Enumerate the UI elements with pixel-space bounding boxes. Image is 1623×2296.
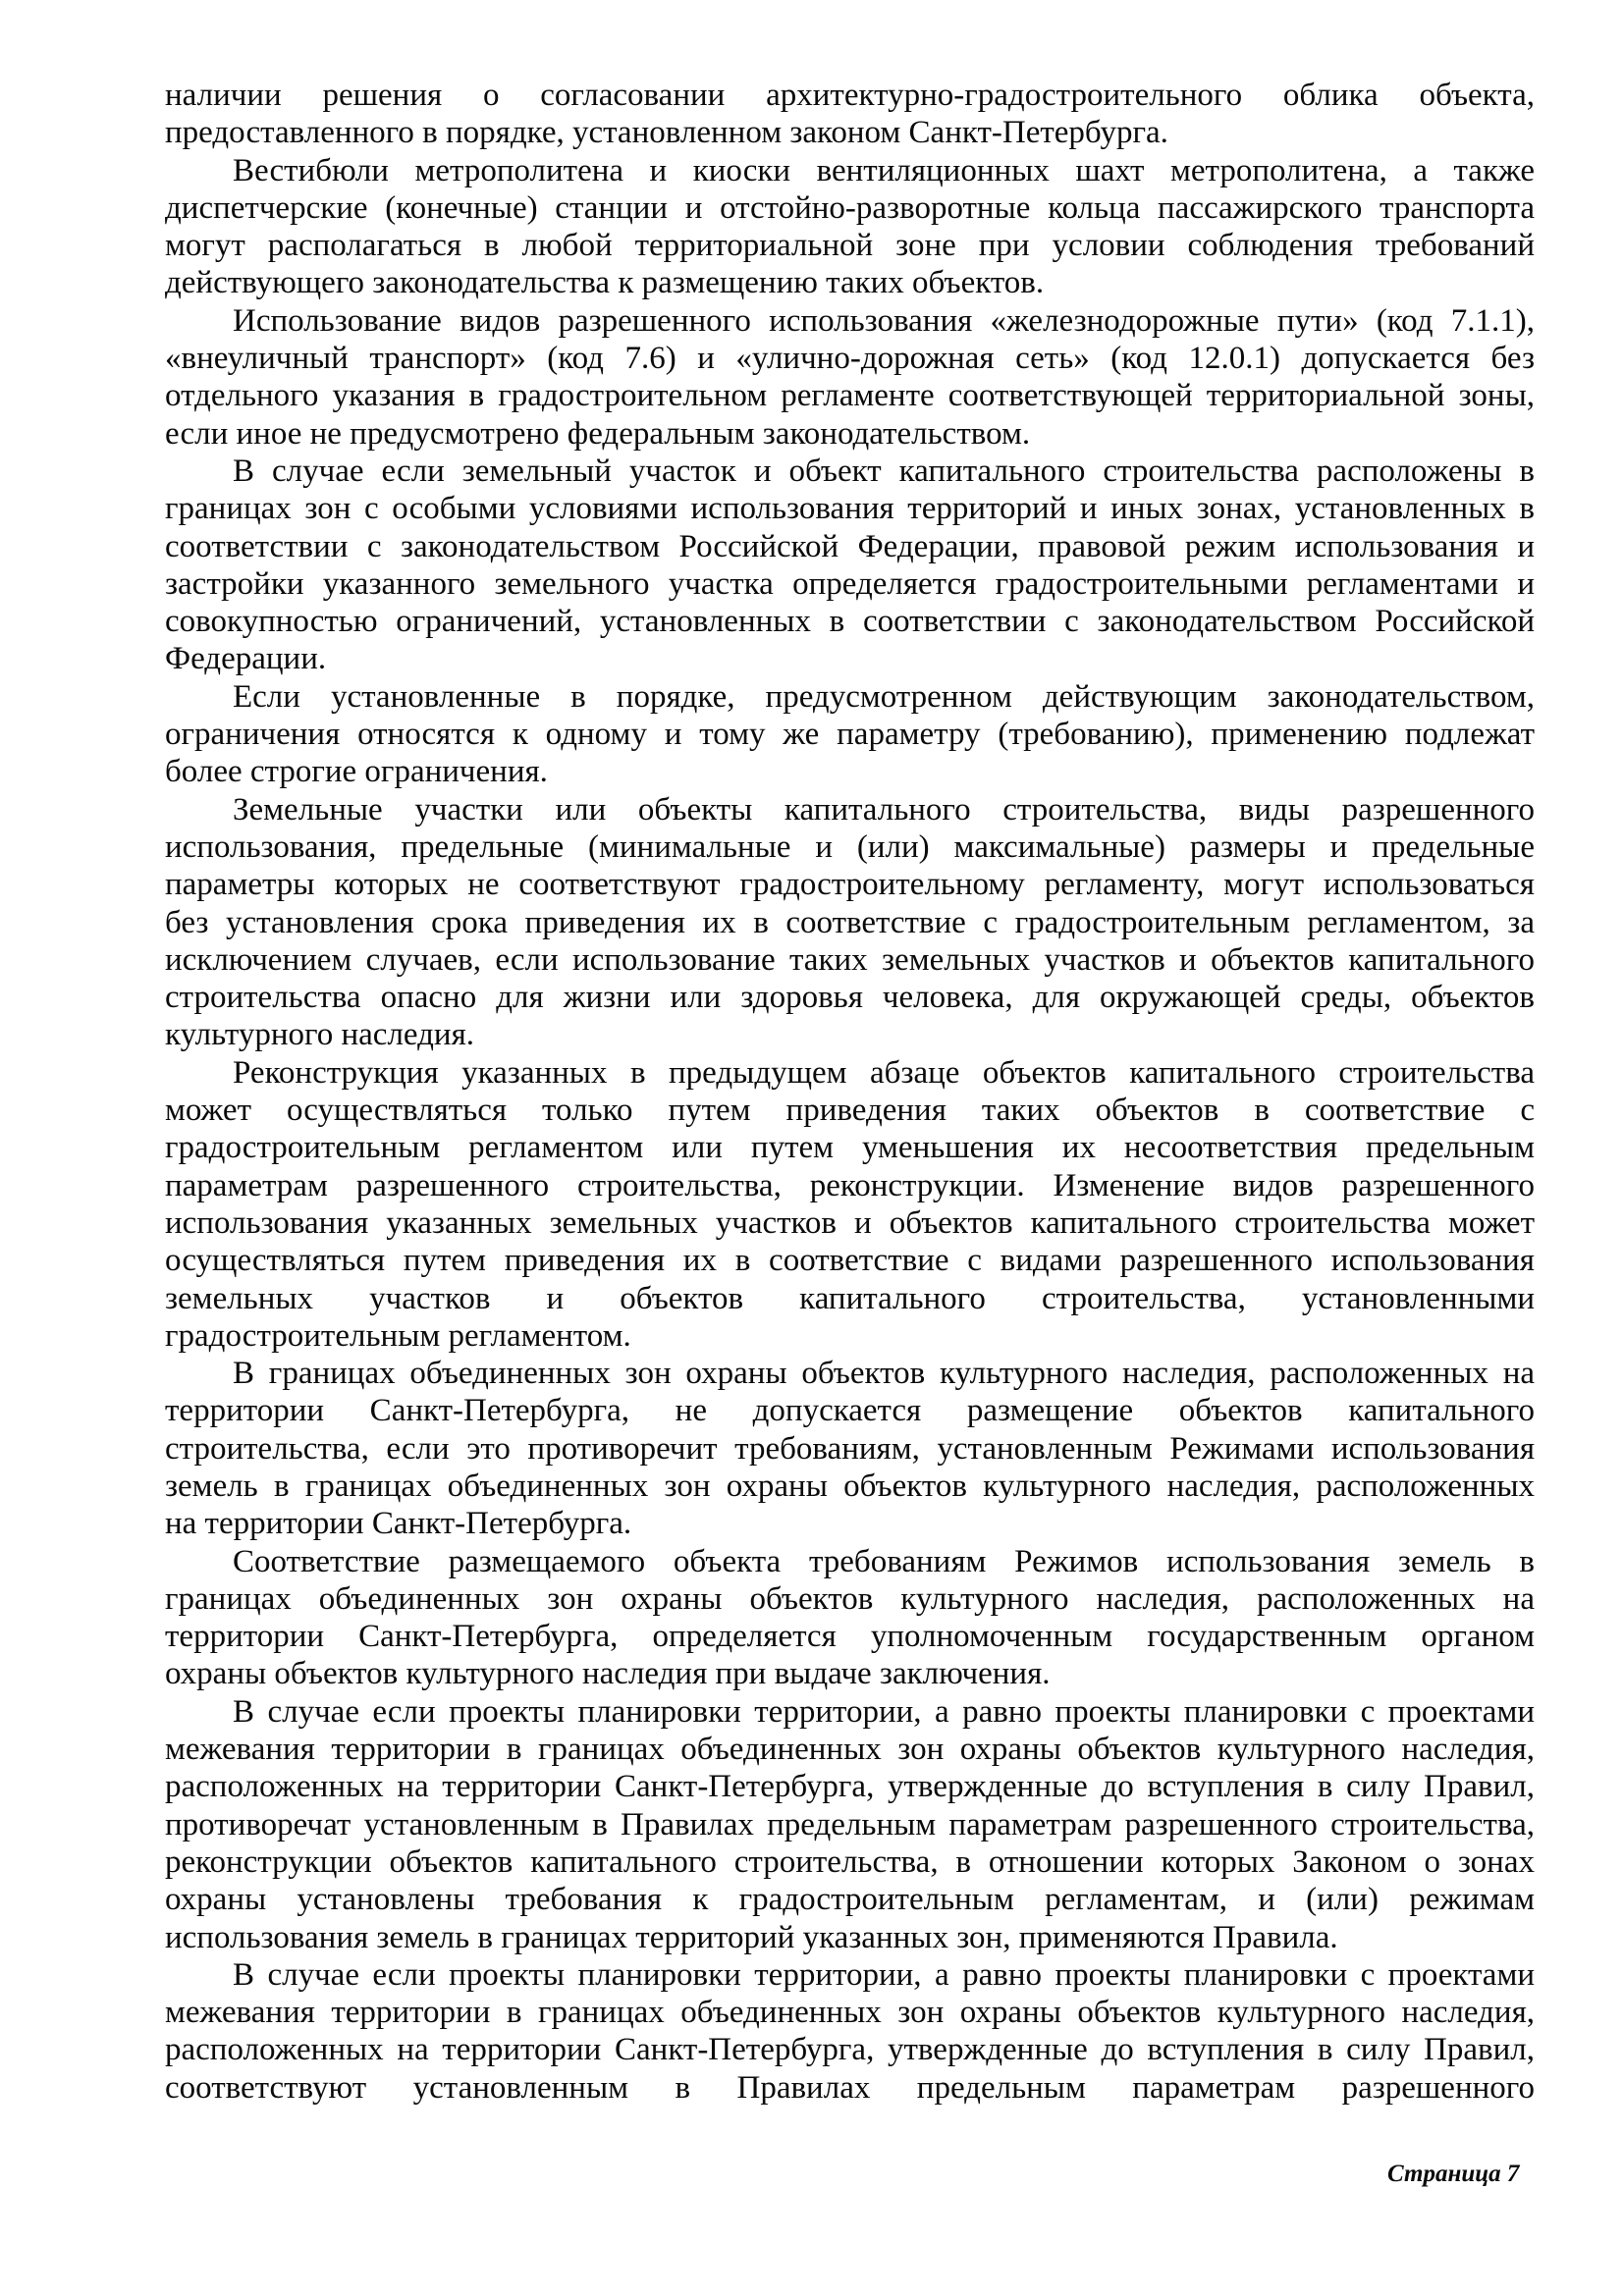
text-line: охраны объектов культурного наследия при выдаче заключения.	[165, 1656, 1051, 1692]
text-line: действующего законодательства к размещению таких объектов.	[165, 265, 1045, 301]
text-line: расположенных на территории Санкт-Петербурга, утвержденные до вступления в силу Правил,	[165, 1769, 1535, 1805]
text-line: застройки указанного земельного участка определяется градостроительными регламентами и	[165, 565, 1535, 602]
text-line: градостроительным регламентом или путем уменьшения их несоответствия предельным	[165, 1130, 1535, 1166]
paragraph	[165, 791, 1535, 1054]
document-body	[165, 77, 1535, 2107]
text-line: Реконструкция указанных в предыдущем абзаце объектов капитального строительства	[233, 1054, 1535, 1091]
text-line: параметрам разрешенного строительства, реконструкции. Изменение видов разрешенного	[165, 1167, 1535, 1203]
text-line: В случае если земельный участок и объект капитального строительства расположены в	[233, 453, 1535, 489]
text-line: межевания территории в границах объединенных зон охраны объектов культурного наследия,	[165, 1732, 1535, 1768]
text-line: параметры которых не соответствуют градостроительному регламенту, могут использоваться	[165, 867, 1535, 903]
text-line: на территории Санкт-Петербурга.	[165, 1506, 632, 1542]
text-line: соответствии с законодательством Российской Федерации, правовой режим использования и	[165, 528, 1535, 564]
text-line: В границах объединенных зон охраны объектов культурного наследия, расположенных на	[233, 1356, 1535, 1392]
paragraph	[165, 302, 1535, 453]
text-line: Вестибюли метрополитена и киоски вентиляционных шахт метрополитена, а также	[233, 152, 1535, 188]
paragraph	[165, 678, 1535, 791]
text-line: предоставленного в порядке, установленном законом Санкт-Петербурга.	[165, 115, 1168, 151]
text-line: Федерации.	[165, 641, 327, 677]
text-line: исключением случаев, если использование таких земельных участков и объектов капитального	[165, 941, 1535, 978]
paragraph	[165, 1054, 1535, 1355]
text-line: Если установленные в порядке, предусмотренном действующим законодательством,	[233, 678, 1535, 715]
text-line: строительства, если это противоречит требованиям, установленным Режимами использования	[165, 1430, 1535, 1467]
paragraph	[165, 1693, 1535, 1956]
text-line: строительства опасно для жизни или здоровья человека, для окружающей среды, объектов	[165, 980, 1535, 1016]
text-line: совокупностью ограничений, установленных в соответствии с законодательством Российской	[165, 604, 1535, 640]
paragraph	[165, 77, 1535, 152]
text-line: земельных участков и объектов капитального строительства, установленными	[165, 1280, 1535, 1316]
paragraph	[165, 152, 1535, 302]
text-line: земель в границах объединенных зон охраны объектов культурного наследия, расположенных	[165, 1468, 1535, 1504]
text-line: может осуществляться только путем приведения таких объектов в соответствие с	[165, 1093, 1535, 1129]
text-line: В случае если проекты планировки территории, а равно проекты планировки с проектами	[233, 1956, 1535, 1993]
text-line: Земельные участки или объекты капитального строительства, виды разрешенного	[233, 791, 1535, 828]
text-line: территории Санкт-Петербурга, определяется уполномоченным государственным органом	[165, 1619, 1535, 1655]
text-line: отдельного указания в градостроительном регламенте соответствующей территориальной зоны,	[165, 378, 1535, 414]
text-line: более строгие ограничения.	[165, 754, 548, 790]
text-line: противоречат установленным в Правилах предельным параметрам разрешенного строительства,	[165, 1806, 1535, 1842]
text-line: соответствуют установленным в Правилах предельным параметрам разрешенного	[165, 2069, 1535, 2106]
text-line: межевания территории в границах объединенных зон охраны объектов культурного наследия,	[165, 1995, 1535, 2031]
text-line: расположенных на территории Санкт-Петербурга, утвержденные до вступления в силу Правил,	[165, 2032, 1535, 2068]
text-line: территории Санкт-Петербурга, не допускается размещение объектов капитального	[165, 1393, 1535, 1429]
text-line: охраны установлены требования к градостроительным регламентам, и (или) режимам	[165, 1882, 1535, 1918]
text-line: ограничения относятся к одному и тому же параметру (требованию), применению подлежат	[165, 717, 1535, 753]
text-line: Соответствие размещаемого объекта требованиям Режимов использования земель в	[233, 1543, 1535, 1579]
text-line: В случае если проекты планировки территории, а равно проекты планировки с проектами	[233, 1693, 1535, 1730]
text-line: если иное не предусмотрено федеральным законодательством.	[165, 415, 1031, 452]
text-line: «внеуличный транспорт» (код 7.6) и «улично-дорожная сеть» (код 12.0.1) допускается без	[165, 341, 1535, 377]
text-line: использования указанных земельных участков и объектов капитального строительства может	[165, 1204, 1535, 1241]
text-line: использования земель в границах территорий указанных зон, применяются Правила.	[165, 1919, 1338, 1955]
text-line: наличии решения о согласовании архитектурно-градостроительного облика объекта,	[165, 78, 1535, 113]
page-number: Страница 7	[1387, 2161, 1520, 2187]
text-line: диспетчерские (конечные) станции и отстойно-разворотные кольца пассажирского транспорта	[165, 189, 1535, 226]
paragraph	[165, 1355, 1535, 1542]
text-line: использования, предельные (минимальные и (или) максимальные) размеры и предельные	[165, 828, 1535, 865]
text-line: могут располагаться в любой территориальной зоне при условии соблюдения требований	[165, 228, 1535, 264]
text-line: осуществляться путем приведения их в соответствие с видами разрешенного использования	[165, 1243, 1535, 1279]
paragraph	[165, 1543, 1535, 1693]
paragraph	[165, 1956, 1535, 2107]
text-line: Использование видов разрешенного использования «железнодорожные пути» (код 7.1.1),	[233, 302, 1535, 339]
text-line: реконструкции объектов капитального строительства, в отношении которых Законом о зонах	[165, 1843, 1535, 1880]
text-line: границах зон с особыми условиями использования территорий и иных зонах, установленных в	[165, 491, 1535, 527]
text-line: градостроительным регламентом.	[165, 1317, 631, 1354]
paragraph	[165, 453, 1535, 678]
text-line: без установления срока приведения их в соответствие с градостроительным регламентом, за	[165, 904, 1535, 940]
text-line: культурного наследия.	[165, 1017, 474, 1053]
text-line: границах объединенных зон охраны объектов культурного наследия, расположенных на	[165, 1580, 1535, 1617]
